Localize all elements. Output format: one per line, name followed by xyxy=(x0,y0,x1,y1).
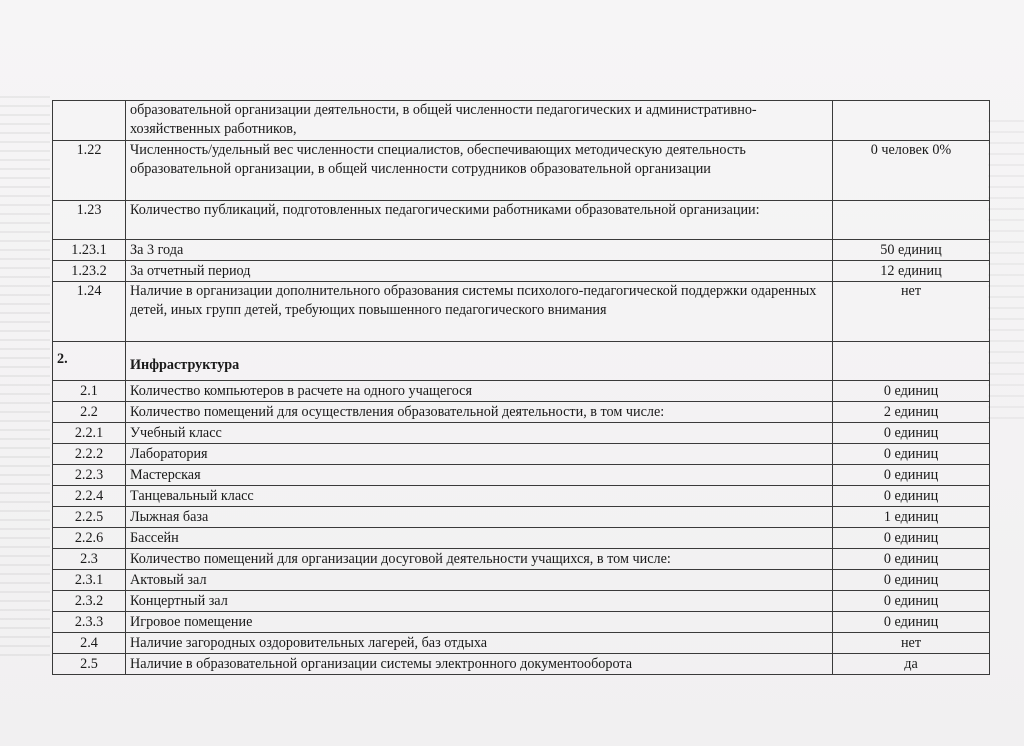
row-value: 0 единиц xyxy=(833,612,990,633)
row-description: Танцевальный класс xyxy=(126,486,833,507)
row-value: 0 единиц xyxy=(833,570,990,591)
row-value: нет xyxy=(833,282,990,342)
table-row xyxy=(53,141,990,201)
table-row xyxy=(53,612,990,633)
row-description: Наличие загородных оздоровительных лагерей, баз отдыха xyxy=(126,633,833,654)
row-description: Учебный класс xyxy=(126,423,833,444)
table-row xyxy=(53,528,990,549)
table-row xyxy=(53,101,990,141)
row-description: За отчетный период xyxy=(126,261,833,282)
table-row xyxy=(53,549,990,570)
table-row xyxy=(53,381,990,402)
row-number: 2.2.4 xyxy=(53,486,126,507)
row-number: 1.23.1 xyxy=(53,240,126,261)
row-description: образовательной организации деятельности, в общей численности педагогических и административно-хозяйственных работников, xyxy=(126,101,833,141)
row-value: 0 единиц xyxy=(833,549,990,570)
row-number: 2.2.6 xyxy=(53,528,126,549)
row-value: 1 единиц xyxy=(833,507,990,528)
row-value: 2 единиц xyxy=(833,402,990,423)
row-description: Наличие в образовательной организации системы электронного документооборота xyxy=(126,654,833,675)
row-value: нет xyxy=(833,633,990,654)
row-description: Бассейн xyxy=(126,528,833,549)
row-value: 0 единиц xyxy=(833,528,990,549)
row-value: 0 единиц xyxy=(833,381,990,402)
row-description: Актовый зал xyxy=(126,570,833,591)
row-number: 2.2.1 xyxy=(53,423,126,444)
row-number: 2.4 xyxy=(53,633,126,654)
row-value: 0 единиц xyxy=(833,591,990,612)
row-value xyxy=(833,201,990,240)
table-row xyxy=(53,654,990,675)
row-number: 1.22 xyxy=(53,141,126,201)
row-value xyxy=(833,101,990,141)
table-row xyxy=(53,570,990,591)
row-value: да xyxy=(833,654,990,675)
row-number: 2.5 xyxy=(53,654,126,675)
row-description: Мастерская xyxy=(126,465,833,486)
row-value: 0 единиц xyxy=(833,486,990,507)
row-description: Количество помещений для осуществления образовательной деятельности, в том числе: xyxy=(126,402,833,423)
section-row xyxy=(53,342,990,381)
scan-artifact-right xyxy=(988,120,1024,420)
scan-artifact-left xyxy=(0,96,50,656)
table-row xyxy=(53,591,990,612)
table-row xyxy=(53,282,990,342)
row-description: Лаборатория xyxy=(126,444,833,465)
row-number: 2.1 xyxy=(53,381,126,402)
row-description: Наличие в организации дополнительного образования системы психолого-педагогической поддержки одаренных детей, иных групп детей, требующих повышенного педагогического внимания xyxy=(126,282,833,342)
row-description: Концертный зал xyxy=(126,591,833,612)
row-number: 2.2 xyxy=(53,402,126,423)
table-row xyxy=(53,486,990,507)
table-row xyxy=(53,444,990,465)
table-row xyxy=(53,633,990,654)
row-description: Количество помещений для организации досуговой деятельности учащихся, в том числе: xyxy=(126,549,833,570)
section-title: Инфраструктура xyxy=(126,342,833,381)
section-number: 2. xyxy=(53,342,126,381)
row-number: 1.23 xyxy=(53,201,126,240)
row-number: 1.24 xyxy=(53,282,126,342)
row-description: Численность/удельный вес численности специалистов, обеспечивающих методическую деятельность образовательной организации, в общей численности сотрудников образовательной организации xyxy=(126,141,833,201)
row-value: 0 единиц xyxy=(833,465,990,486)
row-number xyxy=(53,101,126,141)
row-value: 50 единиц xyxy=(833,240,990,261)
row-description: Количество публикаций, подготовленных педагогическими работниками образовательной организации: xyxy=(126,201,833,240)
row-number: 1.23.2 xyxy=(53,261,126,282)
table-row xyxy=(53,465,990,486)
row-description: Лыжная база xyxy=(126,507,833,528)
row-value: 0 единиц xyxy=(833,423,990,444)
row-value xyxy=(833,342,990,381)
row-value: 0 единиц xyxy=(833,444,990,465)
table-row xyxy=(53,402,990,423)
row-description: Количество компьютеров в расчете на одного учащегося xyxy=(126,381,833,402)
table-row xyxy=(53,240,990,261)
row-number: 2.2.5 xyxy=(53,507,126,528)
row-number: 2.3 xyxy=(53,549,126,570)
table-row xyxy=(53,507,990,528)
indicators-table xyxy=(52,100,990,675)
row-description: Игровое помещение xyxy=(126,612,833,633)
row-number: 2.3.1 xyxy=(53,570,126,591)
row-number: 2.3.2 xyxy=(53,591,126,612)
row-description: За 3 года xyxy=(126,240,833,261)
table-row xyxy=(53,423,990,444)
table-row xyxy=(53,201,990,240)
row-value: 0 человек 0% xyxy=(833,141,990,201)
row-number: 2.2.3 xyxy=(53,465,126,486)
table-row xyxy=(53,261,990,282)
row-number: 2.3.3 xyxy=(53,612,126,633)
row-number: 2.2.2 xyxy=(53,444,126,465)
row-value: 12 единиц xyxy=(833,261,990,282)
